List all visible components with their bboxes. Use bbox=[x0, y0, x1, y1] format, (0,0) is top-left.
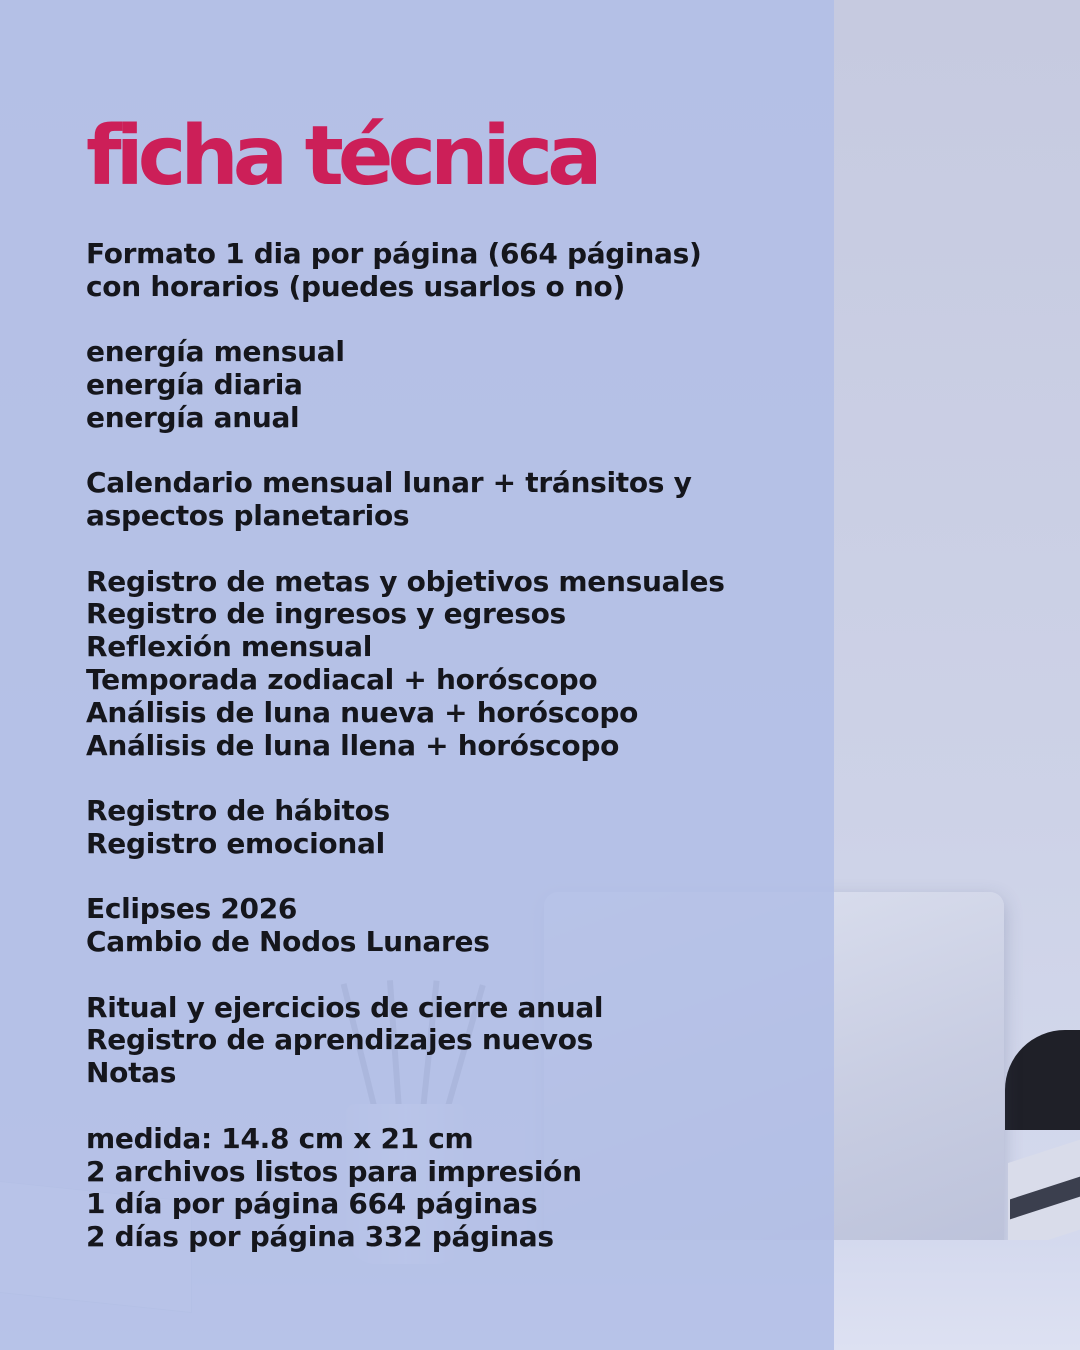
feature-line: Registro de ingresos y egresos bbox=[86, 597, 566, 631]
feature-group-specs bbox=[86, 1123, 826, 1254]
feature-group-calendar bbox=[86, 467, 826, 533]
feature-line: Registro de aprendizajes nuevos bbox=[86, 1023, 594, 1057]
feature-line: Registro de hábitos bbox=[86, 794, 390, 828]
feature-line: Ritual y ejercicios de cierre anual bbox=[86, 990, 604, 1024]
feature-line: Notas bbox=[86, 1056, 177, 1090]
feature-line: con horarios (puedes usarlos o no) bbox=[86, 269, 625, 303]
feature-group-format bbox=[86, 238, 826, 304]
feature-group-energy bbox=[86, 336, 826, 434]
feature-line: Formato 1 dia por página (664 páginas) bbox=[86, 237, 702, 270]
feature-line: Registro de metas y objetivos mensuales bbox=[86, 564, 725, 598]
feature-list bbox=[86, 238, 826, 1287]
feature-line: energía diaria bbox=[86, 368, 303, 402]
feature-group-monthly bbox=[86, 566, 826, 763]
feature-group-eclipses bbox=[86, 893, 826, 959]
feature-line: energía anual bbox=[86, 400, 300, 434]
feature-line: 1 día por página 664 páginas bbox=[86, 1187, 538, 1221]
feature-line: Temporada zodiacal + horóscopo bbox=[86, 663, 598, 697]
feature-line: Cambio de Nodos Lunares bbox=[86, 925, 490, 959]
feature-line: Registro emocional bbox=[86, 826, 385, 860]
feature-line: energía mensual bbox=[86, 335, 345, 369]
feature-line: medida: 14.8 cm x 21 cm bbox=[86, 1121, 474, 1155]
feature-line: Análisis de luna nueva + horóscopo bbox=[86, 695, 639, 729]
feature-line: Análisis de luna llena + horóscopo bbox=[86, 728, 620, 762]
feature-line: Reflexión mensual bbox=[86, 630, 372, 664]
page-title: ficha técnica bbox=[86, 109, 597, 204]
feature-line: Calendario mensual lunar + tránsitos y bbox=[86, 466, 692, 500]
feature-group-closing bbox=[86, 992, 826, 1090]
feature-line: aspectos planetarios bbox=[86, 499, 410, 533]
feature-line: 2 días por página 332 páginas bbox=[86, 1220, 554, 1254]
feature-line: Eclipses 2026 bbox=[86, 892, 298, 926]
feature-line: 2 archivos listos para impresión bbox=[86, 1154, 582, 1188]
feature-group-tracking bbox=[86, 795, 826, 861]
